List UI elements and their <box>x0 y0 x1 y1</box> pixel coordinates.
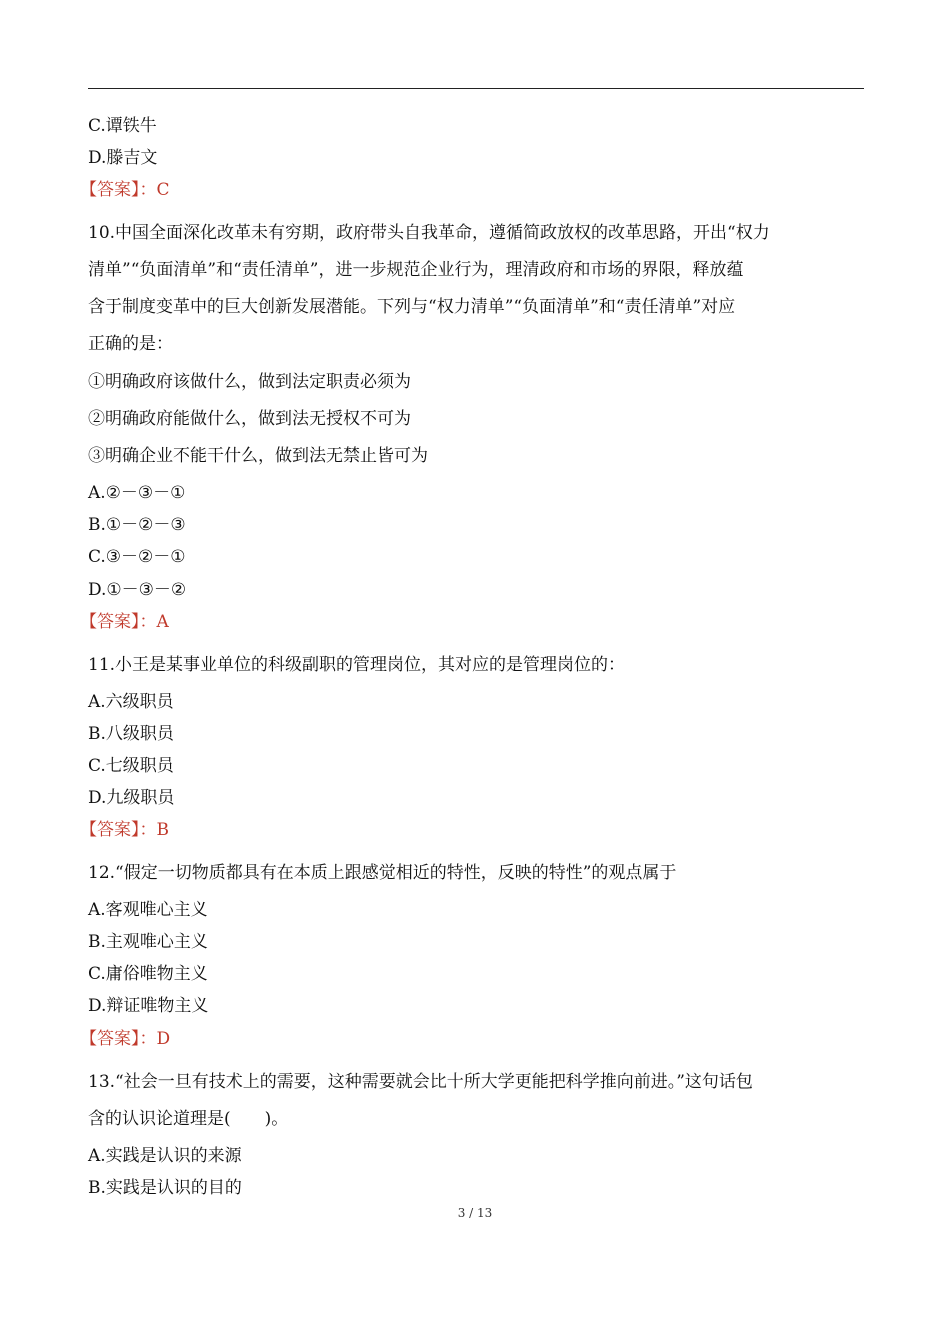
text-line: C.③－②－① <box>88 547 186 567</box>
answer-line: 【答案】：D <box>80 1029 171 1049</box>
text-line: D.①－③－② <box>88 580 187 600</box>
text-line: C.谭铁牛 <box>88 116 157 136</box>
text-line: B.实践是认识的目的 <box>88 1178 242 1198</box>
header-rule <box>88 88 864 89</box>
text-line: 10.中国全面深化改革未有穷期，政府带头自我革命，遵循简政放权的改革思路，开出“权力 <box>88 223 770 243</box>
text-line: 11.小王是某事业单位的科级副职的管理岗位，其对应的是管理岗位的： <box>88 655 626 675</box>
text-line: B.八级职员 <box>88 724 174 744</box>
text-line: B.主观唯心主义 <box>88 932 208 952</box>
text-line: 含的认识论道理是( )。 <box>88 1109 289 1129</box>
text-line: 12.“假定一切物质都具有在本质上跟感觉相近的特性，反映的特性”的观点属于 <box>88 863 677 883</box>
text-line: ①明确政府该做什么，做到法定职责必须为 <box>88 372 411 392</box>
text-line: 清单”“负面清单”和“责任清单”，进一步规范企业行为，理清政府和市场的界限，释放蕴 <box>88 260 744 280</box>
answer-line: 【答案】：C <box>80 180 170 200</box>
answer-line: 【答案】：B <box>80 820 169 840</box>
text-line: A.实践是认识的来源 <box>88 1146 242 1166</box>
page-number: 3 / 13 <box>457 1206 493 1220</box>
text-line: B.①－②－③ <box>88 515 186 535</box>
text-line: A.客观唯心主义 <box>88 900 208 920</box>
text-line: D.滕吉文 <box>88 148 158 168</box>
text-line: 正确的是： <box>88 334 173 354</box>
text-line: A.六级职员 <box>88 692 174 712</box>
text-line: ③明确企业不能干什么，做到法无禁止皆可为 <box>88 446 428 466</box>
text-line: 含于制度变革中的巨大创新发展潜能。下列与“权力清单”“负面清单”和“责任清单”对应 <box>88 297 736 317</box>
text-line: C.七级职员 <box>88 756 174 776</box>
text-line: A.②－③－① <box>88 483 186 503</box>
text-line: D.九级职员 <box>88 788 175 808</box>
answer-line: 【答案】：A <box>80 612 169 632</box>
text-line: 13.“社会一旦有技术上的需要，这种需要就会比十所大学更能把科学推向前进。”这句话包 <box>88 1072 753 1092</box>
text-line: D.辩证唯物主义 <box>88 996 209 1016</box>
text-line: C.庸俗唯物主义 <box>88 964 208 984</box>
text-line: ②明确政府能做什么，做到法无授权不可为 <box>88 409 411 429</box>
